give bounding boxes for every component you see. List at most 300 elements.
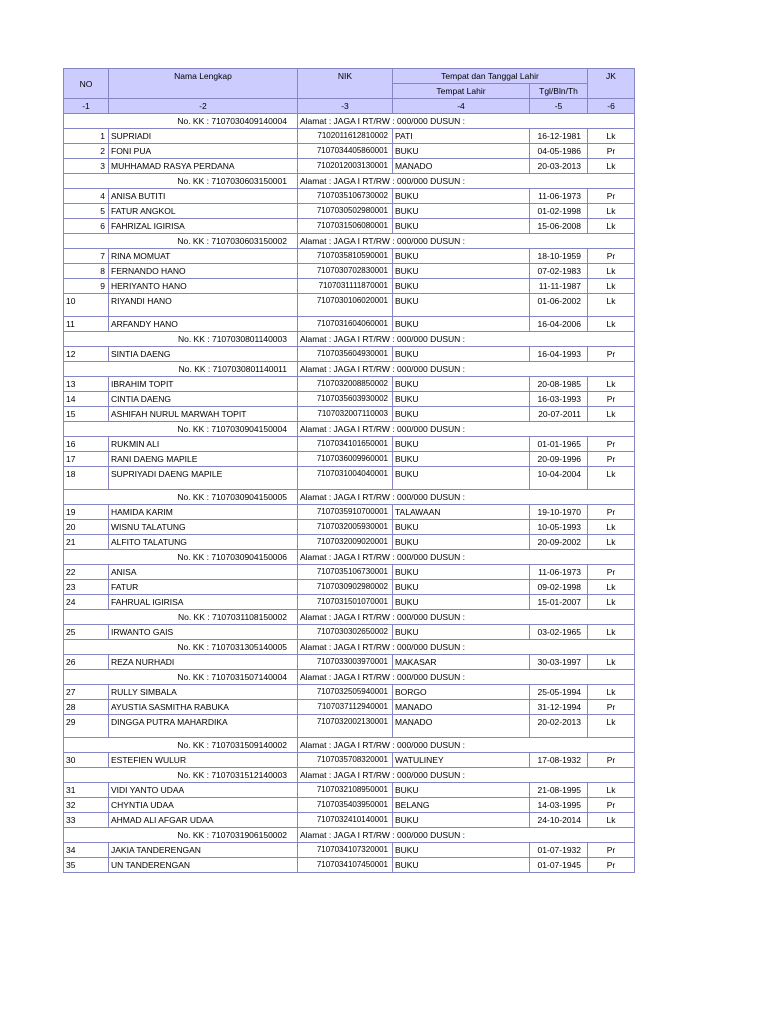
row-number: 12 bbox=[64, 347, 109, 362]
gender: Lk bbox=[588, 625, 635, 640]
family-address: Alamat : JAGA I RT/RW : 000/000 DUSUN : bbox=[298, 174, 635, 189]
family-address: Alamat : JAGA I RT/RW : 000/000 DUSUN : bbox=[298, 550, 635, 565]
nik-number: 7107031004040001 bbox=[298, 467, 393, 490]
full-name: ANISA BUTITI bbox=[109, 189, 298, 204]
nik-number: 7107032008850002 bbox=[298, 377, 393, 392]
nik-number: 7107035403950001 bbox=[298, 798, 393, 813]
gender: Pr bbox=[588, 452, 635, 467]
full-name: FAHRIZAL IGIRISA bbox=[109, 219, 298, 234]
family-card-number: No. KK : 7107030904150005 bbox=[64, 490, 298, 505]
header-tanggal-lahir: Tgl/Bln/Th bbox=[530, 84, 588, 99]
nik-number: 7107035603930002 bbox=[298, 392, 393, 407]
row-number: 31 bbox=[64, 783, 109, 798]
table-row bbox=[64, 580, 635, 595]
gender: Lk bbox=[588, 279, 635, 294]
table-row bbox=[64, 813, 635, 828]
nik-number: 7107035810590001 bbox=[298, 249, 393, 264]
birth-place: BUKU bbox=[393, 580, 530, 595]
birth-place: BUKU bbox=[393, 279, 530, 294]
table-row bbox=[64, 467, 635, 490]
table-row bbox=[64, 392, 635, 407]
birth-place: MANADO bbox=[393, 159, 530, 174]
birth-date: 15-06-2008 bbox=[530, 219, 588, 234]
row-number: 32 bbox=[64, 798, 109, 813]
gender: Pr bbox=[588, 392, 635, 407]
row-number: 20 bbox=[64, 520, 109, 535]
gender: Lk bbox=[588, 467, 635, 490]
birth-date: 01-07-1945 bbox=[530, 858, 588, 873]
birth-date: 11-11-1987 bbox=[530, 279, 588, 294]
birth-date: 01-07-1932 bbox=[530, 843, 588, 858]
birth-date: 16-03-1993 bbox=[530, 392, 588, 407]
full-name: SINTIA DAENG bbox=[109, 347, 298, 362]
row-number: 22 bbox=[64, 565, 109, 580]
table-row bbox=[64, 317, 635, 332]
table-row bbox=[64, 219, 635, 234]
table-row bbox=[64, 189, 635, 204]
birth-place: BUKU bbox=[393, 219, 530, 234]
family-card-number: No. KK : 7107030801140003 bbox=[64, 332, 298, 347]
birth-place: BUKU bbox=[393, 249, 530, 264]
gender: Lk bbox=[588, 204, 635, 219]
family-card-row bbox=[64, 610, 635, 625]
table-row bbox=[64, 144, 635, 159]
full-name: FONI PUA bbox=[109, 144, 298, 159]
row-number: 13 bbox=[64, 377, 109, 392]
table-body bbox=[64, 114, 635, 873]
row-number: 25 bbox=[64, 625, 109, 640]
full-name: ESTEFIEN WULUR bbox=[109, 753, 298, 768]
gender: Lk bbox=[588, 715, 635, 738]
table-row bbox=[64, 294, 635, 317]
birth-place: BUKU bbox=[393, 317, 530, 332]
birth-date: 15-01-2007 bbox=[530, 595, 588, 610]
full-name: ASHIFAH NURUL MARWAH TOPIT bbox=[109, 407, 298, 422]
family-card-number: No. KK : 7107030904150004 bbox=[64, 422, 298, 437]
nik-number: 7107030106020001 bbox=[298, 294, 393, 317]
table-row bbox=[64, 249, 635, 264]
row-number: 14 bbox=[64, 392, 109, 407]
gender: Lk bbox=[588, 377, 635, 392]
family-address: Alamat : JAGA I RT/RW : 000/000 DUSUN : bbox=[298, 362, 635, 377]
family-card-row bbox=[64, 422, 635, 437]
full-name: HERIYANTO HANO bbox=[109, 279, 298, 294]
birth-date: 16-04-2006 bbox=[530, 317, 588, 332]
birth-date: 04-05-1986 bbox=[530, 144, 588, 159]
gender: Lk bbox=[588, 685, 635, 700]
full-name: WISNU TALATUNG bbox=[109, 520, 298, 535]
family-card-row bbox=[64, 234, 635, 249]
row-number: 30 bbox=[64, 753, 109, 768]
birth-place: BUKU bbox=[393, 294, 530, 317]
table-row bbox=[64, 753, 635, 768]
full-name: FERNANDO HANO bbox=[109, 264, 298, 279]
birth-place: BUKU bbox=[393, 625, 530, 640]
gender: Lk bbox=[588, 655, 635, 670]
table-row bbox=[64, 535, 635, 550]
birth-date: 20-08-1985 bbox=[530, 377, 588, 392]
header-jk: JK bbox=[588, 69, 635, 99]
gender: Lk bbox=[588, 535, 635, 550]
header-nama: Nama Lengkap bbox=[109, 69, 298, 99]
col-number-6: -6 bbox=[588, 99, 635, 114]
birth-date: 11-06-1973 bbox=[530, 189, 588, 204]
table-row bbox=[64, 655, 635, 670]
birth-place: BUKU bbox=[393, 204, 530, 219]
gender: Pr bbox=[588, 565, 635, 580]
birth-date: 18-10-1959 bbox=[530, 249, 588, 264]
birth-place: BUKU bbox=[393, 437, 530, 452]
nik-number: 7107033003970001 bbox=[298, 655, 393, 670]
nik-number: 7107036009960001 bbox=[298, 452, 393, 467]
birth-date: 30-03-1997 bbox=[530, 655, 588, 670]
full-name: DINGGA PUTRA MAHARDIKA bbox=[109, 715, 298, 738]
family-card-number: No. KK : 7107030409140004 bbox=[64, 114, 298, 129]
birth-place: MANADO bbox=[393, 715, 530, 738]
gender: Lk bbox=[588, 129, 635, 144]
nik-number: 7107031111870001 bbox=[298, 279, 393, 294]
gender: Lk bbox=[588, 294, 635, 317]
full-name: RULLY SIMBALA bbox=[109, 685, 298, 700]
birth-date: 10-04-2004 bbox=[530, 467, 588, 490]
nik-number: 7107032002130001 bbox=[298, 715, 393, 738]
row-number: 9 bbox=[64, 279, 109, 294]
nik-number: 7102012003130001 bbox=[298, 159, 393, 174]
nik-number: 7107032009020001 bbox=[298, 535, 393, 550]
family-address: Alamat : JAGA I RT/RW : 000/000 DUSUN : bbox=[298, 234, 635, 249]
family-address: Alamat : JAGA I RT/RW : 000/000 DUSUN : bbox=[298, 114, 635, 129]
row-number: 7 bbox=[64, 249, 109, 264]
gender: Lk bbox=[588, 813, 635, 828]
birth-date: 10-05-1993 bbox=[530, 520, 588, 535]
table-row bbox=[64, 452, 635, 467]
family-card-row bbox=[64, 768, 635, 783]
row-number: 6 bbox=[64, 219, 109, 234]
birth-date: 24-10-2014 bbox=[530, 813, 588, 828]
birth-place: BUKU bbox=[393, 407, 530, 422]
full-name: IRWANTO GAIS bbox=[109, 625, 298, 640]
family-card-row bbox=[64, 738, 635, 753]
nik-number: 7107037112940001 bbox=[298, 700, 393, 715]
full-name: CHYNTIA UDAA bbox=[109, 798, 298, 813]
row-number: 29 bbox=[64, 715, 109, 738]
row-number: 21 bbox=[64, 535, 109, 550]
full-name: ARFANDY HANO bbox=[109, 317, 298, 332]
full-name: FAHRUAL IGIRISA bbox=[109, 595, 298, 610]
birth-place: BUKU bbox=[393, 144, 530, 159]
table-row bbox=[64, 565, 635, 580]
birth-place: BELANG bbox=[393, 798, 530, 813]
table-row bbox=[64, 407, 635, 422]
table-row bbox=[64, 685, 635, 700]
row-number: 28 bbox=[64, 700, 109, 715]
birth-place: WATULINEY bbox=[393, 753, 530, 768]
table-row bbox=[64, 520, 635, 535]
nik-number: 7107030502980001 bbox=[298, 204, 393, 219]
gender: Pr bbox=[588, 505, 635, 520]
birth-date: 19-10-1970 bbox=[530, 505, 588, 520]
family-card-row bbox=[64, 490, 635, 505]
family-card-row bbox=[64, 332, 635, 347]
birth-date: 14-03-1995 bbox=[530, 798, 588, 813]
row-number: 27 bbox=[64, 685, 109, 700]
nik-number: 7107035106730001 bbox=[298, 565, 393, 580]
nik-number: 7107035910700001 bbox=[298, 505, 393, 520]
family-card-number: No. KK : 7107030801140011 bbox=[64, 362, 298, 377]
table-row bbox=[64, 783, 635, 798]
nik-number: 7107034405860001 bbox=[298, 144, 393, 159]
birth-date: 20-09-2002 bbox=[530, 535, 588, 550]
table-row bbox=[64, 700, 635, 715]
row-number: 3 bbox=[64, 159, 109, 174]
gender: Lk bbox=[588, 595, 635, 610]
full-name: SUPRIADI bbox=[109, 129, 298, 144]
family-card-number: No. KK : 7107030603150001 bbox=[64, 174, 298, 189]
gender: Pr bbox=[588, 144, 635, 159]
full-name: VIDI YANTO UDAA bbox=[109, 783, 298, 798]
row-number: 5 bbox=[64, 204, 109, 219]
birth-date: 01-02-1998 bbox=[530, 204, 588, 219]
row-number: 16 bbox=[64, 437, 109, 452]
row-number: 18 bbox=[64, 467, 109, 490]
birth-place: BUKU bbox=[393, 595, 530, 610]
header-ttl: Tempat dan Tanggal Lahir bbox=[393, 69, 588, 84]
row-number: 24 bbox=[64, 595, 109, 610]
full-name: RIYANDI HANO bbox=[109, 294, 298, 317]
family-address: Alamat : JAGA I RT/RW : 000/000 DUSUN : bbox=[298, 610, 635, 625]
full-name: REZA NURHADI bbox=[109, 655, 298, 670]
birth-place: MANADO bbox=[393, 700, 530, 715]
gender: Lk bbox=[588, 219, 635, 234]
nik-number: 7107035708320001 bbox=[298, 753, 393, 768]
row-number: 34 bbox=[64, 843, 109, 858]
birth-place: BUKU bbox=[393, 377, 530, 392]
col-number-1: -1 bbox=[64, 99, 109, 114]
table-row bbox=[64, 279, 635, 294]
family-card-number: No. KK : 7107031108150002 bbox=[64, 610, 298, 625]
gender: Pr bbox=[588, 249, 635, 264]
full-name: FATUR bbox=[109, 580, 298, 595]
table-row bbox=[64, 159, 635, 174]
row-number: 1 bbox=[64, 129, 109, 144]
family-card-row bbox=[64, 174, 635, 189]
family-address: Alamat : JAGA I RT/RW : 000/000 DUSUN : bbox=[298, 828, 635, 843]
full-name: JAKIA TANDERENGAN bbox=[109, 843, 298, 858]
nik-number: 7107034101650001 bbox=[298, 437, 393, 452]
col-number-4: -4 bbox=[393, 99, 530, 114]
birth-place: BUKU bbox=[393, 392, 530, 407]
nik-number: 7107030302650002 bbox=[298, 625, 393, 640]
nik-number: 7107031501070001 bbox=[298, 595, 393, 610]
family-card-row bbox=[64, 640, 635, 655]
nik-number: 7107032007110003 bbox=[298, 407, 393, 422]
gender: Lk bbox=[588, 407, 635, 422]
birth-place: BUKU bbox=[393, 858, 530, 873]
table-row bbox=[64, 377, 635, 392]
header-nik: NIK bbox=[298, 69, 393, 99]
family-address: Alamat : JAGA I RT/RW : 000/000 DUSUN : bbox=[298, 332, 635, 347]
birth-place: BUKU bbox=[393, 813, 530, 828]
gender: Pr bbox=[588, 798, 635, 813]
gender: Pr bbox=[588, 700, 635, 715]
table-row bbox=[64, 595, 635, 610]
table-row bbox=[64, 204, 635, 219]
full-name: IBRAHIM TOPIT bbox=[109, 377, 298, 392]
birth-place: BUKU bbox=[393, 843, 530, 858]
nik-number: 7107032410140001 bbox=[298, 813, 393, 828]
birth-place: BUKU bbox=[393, 452, 530, 467]
nik-number: 7107035106730002 bbox=[298, 189, 393, 204]
row-number: 8 bbox=[64, 264, 109, 279]
gender: Lk bbox=[588, 317, 635, 332]
full-name: SUPRIYADI DAENG MAPILE bbox=[109, 467, 298, 490]
birth-place: BUKU bbox=[393, 535, 530, 550]
birth-place: BUKU bbox=[393, 520, 530, 535]
full-name: ALFITO TALATUNG bbox=[109, 535, 298, 550]
birth-place: BUKU bbox=[393, 467, 530, 490]
table-row bbox=[64, 858, 635, 873]
birth-place: PATI bbox=[393, 129, 530, 144]
nik-number: 7107032005930001 bbox=[298, 520, 393, 535]
family-address: Alamat : JAGA I RT/RW : 000/000 DUSUN : bbox=[298, 490, 635, 505]
full-name: RINA MOMUAT bbox=[109, 249, 298, 264]
header-no: NO bbox=[64, 69, 109, 99]
nik-number: 7107032108950001 bbox=[298, 783, 393, 798]
table-row bbox=[64, 715, 635, 738]
full-name: RANI DAENG MAPILE bbox=[109, 452, 298, 467]
row-number: 15 bbox=[64, 407, 109, 422]
row-number: 26 bbox=[64, 655, 109, 670]
family-card-row bbox=[64, 114, 635, 129]
gender: Lk bbox=[588, 159, 635, 174]
gender: Pr bbox=[588, 858, 635, 873]
nik-number: 7107031604060001 bbox=[298, 317, 393, 332]
birth-date: 20-09-1996 bbox=[530, 452, 588, 467]
nik-number: 7107034107450001 bbox=[298, 858, 393, 873]
birth-date: 20-07-2011 bbox=[530, 407, 588, 422]
nik-number: 7107030702830001 bbox=[298, 264, 393, 279]
col-number-2: -2 bbox=[109, 99, 298, 114]
gender: Pr bbox=[588, 753, 635, 768]
col-number-5: -5 bbox=[530, 99, 588, 114]
row-number: 19 bbox=[64, 505, 109, 520]
birth-place: BUKU bbox=[393, 189, 530, 204]
birth-date: 21-08-1995 bbox=[530, 783, 588, 798]
table-row bbox=[64, 437, 635, 452]
table-row bbox=[64, 505, 635, 520]
birth-place: TALAWAAN bbox=[393, 505, 530, 520]
birth-date: 09-02-1998 bbox=[530, 580, 588, 595]
table-row bbox=[64, 347, 635, 362]
full-name: HAMIDA KARIM bbox=[109, 505, 298, 520]
col-number-3: -3 bbox=[298, 99, 393, 114]
row-number: 35 bbox=[64, 858, 109, 873]
family-card-number: No. KK : 7107031906150002 bbox=[64, 828, 298, 843]
family-address: Alamat : JAGA I RT/RW : 000/000 DUSUN : bbox=[298, 768, 635, 783]
full-name: AYUSTIA SASMITHA RABUKA bbox=[109, 700, 298, 715]
family-card-row bbox=[64, 828, 635, 843]
family-address: Alamat : JAGA I RT/RW : 000/000 DUSUN : bbox=[298, 640, 635, 655]
nik-number: 7107035604930001 bbox=[298, 347, 393, 362]
birth-date: 17-08-1932 bbox=[530, 753, 588, 768]
birth-date: 01-06-2002 bbox=[530, 294, 588, 317]
birth-date: 20-02-2013 bbox=[530, 715, 588, 738]
birth-date: 20-03-2013 bbox=[530, 159, 588, 174]
full-name: UN TANDERENGAN bbox=[109, 858, 298, 873]
row-number: 33 bbox=[64, 813, 109, 828]
family-card-row bbox=[64, 670, 635, 685]
family-card-row bbox=[64, 362, 635, 377]
header-tempat-lahir: Tempat Lahir bbox=[393, 84, 530, 99]
table-row bbox=[64, 264, 635, 279]
family-address: Alamat : JAGA I RT/RW : 000/000 DUSUN : bbox=[298, 738, 635, 753]
family-card-number: No. KK : 7107031507140004 bbox=[64, 670, 298, 685]
birth-place: BORGO bbox=[393, 685, 530, 700]
gender: Lk bbox=[588, 520, 635, 535]
row-number: 23 bbox=[64, 580, 109, 595]
full-name: RUKMIN ALI bbox=[109, 437, 298, 452]
family-address: Alamat : JAGA I RT/RW : 000/000 DUSUN : bbox=[298, 422, 635, 437]
birth-date: 01-01-1965 bbox=[530, 437, 588, 452]
population-table bbox=[63, 68, 635, 873]
gender: Lk bbox=[588, 783, 635, 798]
nik-number: 7107031506080001 bbox=[298, 219, 393, 234]
table-header bbox=[64, 69, 635, 114]
row-number: 2 bbox=[64, 144, 109, 159]
birth-date: 16-12-1981 bbox=[530, 129, 588, 144]
birth-place: BUKU bbox=[393, 347, 530, 362]
row-number: 4 bbox=[64, 189, 109, 204]
birth-date: 25-05-1994 bbox=[530, 685, 588, 700]
family-card-number: No. KK : 7107030603150002 bbox=[64, 234, 298, 249]
family-card-row bbox=[64, 550, 635, 565]
row-number: 10 bbox=[64, 294, 109, 317]
table-row bbox=[64, 129, 635, 144]
nik-number: 7107034107320001 bbox=[298, 843, 393, 858]
birth-date: 11-06-1973 bbox=[530, 565, 588, 580]
nik-number: 7107030902980002 bbox=[298, 580, 393, 595]
full-name: CINTIA DAENG bbox=[109, 392, 298, 407]
family-card-number: No. KK : 7107031512140003 bbox=[64, 768, 298, 783]
full-name: ANISA bbox=[109, 565, 298, 580]
gender: Pr bbox=[588, 843, 635, 858]
gender: Pr bbox=[588, 347, 635, 362]
birth-date: 31-12-1994 bbox=[530, 700, 588, 715]
birth-date: 16-04-1993 bbox=[530, 347, 588, 362]
full-name: MUHHAMAD RASYA PERDANA bbox=[109, 159, 298, 174]
birth-place: BUKU bbox=[393, 565, 530, 580]
birth-place: BUKU bbox=[393, 783, 530, 798]
gender: Pr bbox=[588, 437, 635, 452]
family-card-number: No. KK : 7107031305140005 bbox=[64, 640, 298, 655]
birth-date: 07-02-1983 bbox=[530, 264, 588, 279]
nik-number: 7107032505940001 bbox=[298, 685, 393, 700]
family-card-number: No. KK : 7107031509140002 bbox=[64, 738, 298, 753]
table-row bbox=[64, 798, 635, 813]
nik-number: 7102011612810002 bbox=[298, 129, 393, 144]
full-name: FATUR ANGKOL bbox=[109, 204, 298, 219]
family-card-number: No. KK : 7107030904150006 bbox=[64, 550, 298, 565]
family-address: Alamat : JAGA I RT/RW : 000/000 DUSUN : bbox=[298, 670, 635, 685]
gender: Lk bbox=[588, 264, 635, 279]
table-row bbox=[64, 843, 635, 858]
birth-place: BUKU bbox=[393, 264, 530, 279]
row-number: 11 bbox=[64, 317, 109, 332]
row-number: 17 bbox=[64, 452, 109, 467]
full-name: AHMAD ALI AFGAR UDAA bbox=[109, 813, 298, 828]
gender: Lk bbox=[588, 580, 635, 595]
birth-place: MAKASAR bbox=[393, 655, 530, 670]
